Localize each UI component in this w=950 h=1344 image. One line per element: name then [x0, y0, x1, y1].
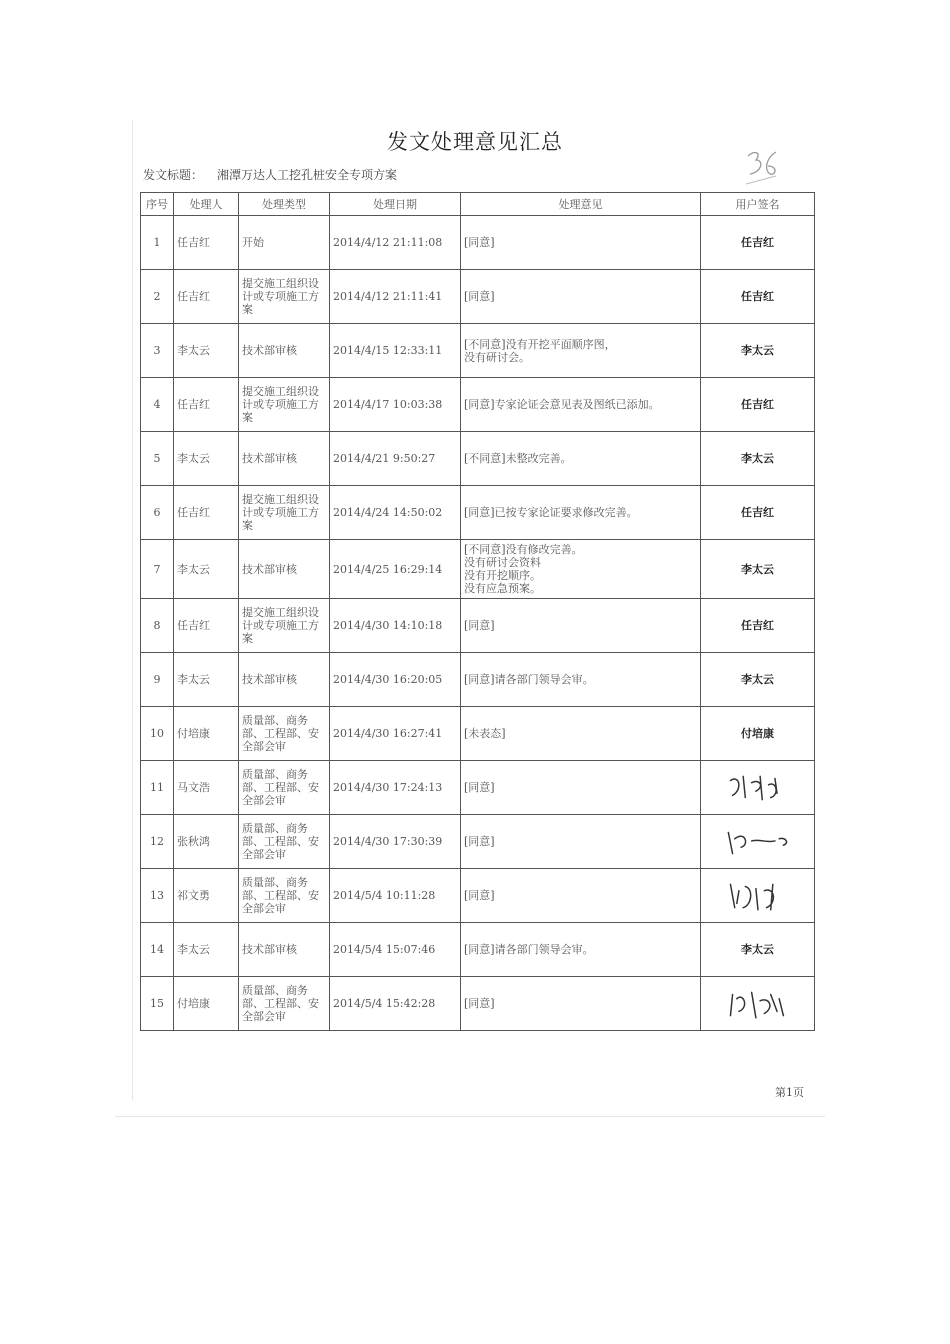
row-type: 提交施工组织设计或专项施工方案	[239, 599, 330, 653]
row-opinion	[461, 432, 701, 486]
row-type: 质量部、商务部、工程部、安全部会审	[239, 869, 330, 923]
opinion-line: 没有开挖顺序。	[464, 569, 541, 582]
row-index: 6	[141, 486, 174, 540]
row-opinion	[461, 761, 701, 815]
row-signature: 李太云	[701, 653, 815, 707]
row-handler: 李太云	[174, 540, 239, 599]
row-opinion	[461, 977, 701, 1031]
row-opinion	[461, 869, 701, 923]
row-handler: 付培康	[174, 707, 239, 761]
row-date: 2014/4/21 9:50:27	[330, 432, 461, 486]
row-type: 技术部审核	[239, 540, 330, 599]
handwritten-signature	[701, 815, 815, 869]
table-row	[141, 815, 815, 869]
row-index: 11	[141, 761, 174, 815]
row-opinion	[461, 540, 701, 599]
opinion-line: [同意]	[464, 997, 495, 1010]
opinion-line: [同意]	[464, 889, 495, 902]
row-index: 7	[141, 540, 174, 599]
table-row	[141, 707, 815, 761]
row-opinion	[461, 923, 701, 977]
table-row	[141, 540, 815, 599]
page-title: 发文处理意见汇总	[387, 130, 563, 154]
row-handler: 祁文勇	[174, 869, 239, 923]
row-index: 2	[141, 270, 174, 324]
row-index: 4	[141, 378, 174, 432]
row-date: 2014/4/25 16:29:14	[330, 540, 461, 599]
row-handler: 任吉红	[174, 378, 239, 432]
row-handler: 任吉红	[174, 216, 239, 270]
scan-edge-left	[132, 120, 133, 1100]
row-index: 13	[141, 869, 174, 923]
opinion-line: 没有研讨会资料	[464, 556, 541, 569]
opinion-line: 没有研讨会。	[464, 350, 530, 364]
table-row	[141, 378, 815, 432]
opinion-line: [同意]	[464, 781, 495, 794]
row-opinion	[461, 270, 701, 324]
row-signature: 任吉红	[701, 378, 815, 432]
opinion-line: [同意]请各部门领导会审。	[464, 943, 594, 956]
signature-scribble	[723, 986, 793, 1022]
table-row	[141, 486, 815, 540]
row-type: 质量部、商务部、工程部、安全部会审	[239, 977, 330, 1031]
table-row	[141, 270, 815, 324]
row-index: 15	[141, 977, 174, 1031]
column-header-opinion: 处理意见	[461, 193, 701, 216]
row-type: 提交施工组织设计或专项施工方案	[239, 270, 330, 324]
row-type: 技术部审核	[239, 653, 330, 707]
table-row	[141, 923, 815, 977]
row-signature: 任吉红	[701, 599, 815, 653]
row-index: 1	[141, 216, 174, 270]
opinion-line: [同意]	[464, 619, 495, 632]
row-type: 技术部审核	[239, 324, 330, 378]
row-type: 提交施工组织设计或专项施工方案	[239, 486, 330, 540]
row-date: 2014/4/12 21:11:08	[330, 216, 461, 270]
table-row	[141, 599, 815, 653]
row-opinion	[461, 378, 701, 432]
column-header-type: 处理类型	[239, 193, 330, 216]
row-type: 技术部审核	[239, 432, 330, 486]
table-header-row	[141, 193, 815, 216]
row-date: 2014/5/4 15:42:28	[330, 977, 461, 1031]
signature-scribble	[723, 824, 793, 860]
row-opinion	[461, 324, 701, 378]
row-opinion	[461, 216, 701, 270]
column-header-handler: 处理人	[174, 193, 239, 216]
row-date: 2014/4/24 14:50:02	[330, 486, 461, 540]
row-signature: 李太云	[701, 324, 815, 378]
row-opinion	[461, 653, 701, 707]
column-header-signature: 用户签名	[701, 193, 815, 216]
table-row	[141, 216, 815, 270]
signature-scribble	[723, 770, 793, 806]
document-subject	[143, 166, 397, 183]
row-date: 2014/4/30 16:20:05	[330, 653, 461, 707]
opinion-line: [同意]	[464, 236, 495, 249]
row-handler: 付培康	[174, 977, 239, 1031]
row-handler: 马文浩	[174, 761, 239, 815]
scan-edge-bottom	[115, 1116, 825, 1117]
row-date: 2014/4/30 17:30:39	[330, 815, 461, 869]
subject-value: 湘潭万达人工挖孔桩安全专项方案	[217, 168, 398, 182]
row-index: 10	[141, 707, 174, 761]
row-type: 提交施工组织设计或专项施工方案	[239, 378, 330, 432]
row-index: 14	[141, 923, 174, 977]
row-date: 2014/4/30 16:27:41	[330, 707, 461, 761]
row-date: 2014/4/12 21:11:41	[330, 270, 461, 324]
subject-label: 发文标题：	[143, 168, 204, 182]
table-row	[141, 432, 815, 486]
opinion-line: [未表态]	[464, 727, 506, 740]
table-row	[141, 324, 815, 378]
opinion-line: 没有应急预案。	[464, 582, 541, 595]
row-signature: 任吉红	[701, 270, 815, 324]
opinion-line: [同意]专家论证会意见表及图纸已添加。	[464, 398, 660, 411]
opinion-line: [不同意]没有开挖平面顺序图，	[464, 337, 616, 351]
row-handler: 任吉红	[174, 270, 239, 324]
row-handler: 任吉红	[174, 599, 239, 653]
row-index: 9	[141, 653, 174, 707]
row-index: 8	[141, 599, 174, 653]
column-header-date: 处理日期	[330, 193, 461, 216]
row-date: 2014/5/4 10:11:28	[330, 869, 461, 923]
row-signature: 李太云	[701, 432, 815, 486]
opinion-line: [同意]请各部门领导会审。	[464, 673, 594, 686]
row-signature: 李太云	[701, 923, 815, 977]
row-handler: 李太云	[174, 653, 239, 707]
column-header-index: 序号	[141, 193, 174, 216]
table-row	[141, 869, 815, 923]
row-date: 2014/4/30 17:24:13	[330, 761, 461, 815]
opinions-table	[140, 192, 815, 1031]
row-date: 2014/4/17 10:03:38	[330, 378, 461, 432]
row-date: 2014/5/4 15:07:46	[330, 923, 461, 977]
row-handler: 李太云	[174, 432, 239, 486]
row-type: 质量部、商务部、工程部、安全部会审	[239, 815, 330, 869]
row-opinion	[461, 486, 701, 540]
row-date: 2014/4/30 14:10:18	[330, 599, 461, 653]
row-type: 技术部审核	[239, 923, 330, 977]
row-type: 质量部、商务部、工程部、安全部会审	[239, 707, 330, 761]
row-handler: 任吉红	[174, 486, 239, 540]
row-date: 2014/4/15 12:33:11	[330, 324, 461, 378]
opinion-line: [不同意]未整改完善。	[464, 452, 572, 465]
row-signature: 李太云	[701, 540, 815, 599]
row-handler: 张秋鸿	[174, 815, 239, 869]
handwritten-signature	[701, 761, 815, 815]
row-signature: 付培康	[701, 707, 815, 761]
row-index: 3	[141, 324, 174, 378]
opinion-line: [不同意]没有修改完善。	[464, 543, 583, 556]
page-number: 第1页	[775, 1086, 804, 1099]
row-signature: 任吉红	[701, 216, 815, 270]
row-handler: 李太云	[174, 923, 239, 977]
row-opinion	[461, 707, 701, 761]
handwritten-page-mark	[742, 146, 782, 186]
row-type: 质量部、商务部、工程部、安全部会审	[239, 761, 330, 815]
table-body	[141, 216, 815, 1031]
row-opinion	[461, 599, 701, 653]
table-row	[141, 653, 815, 707]
handwritten-signature	[701, 977, 815, 1031]
row-index: 12	[141, 815, 174, 869]
row-index: 5	[141, 432, 174, 486]
signature-scribble	[723, 878, 793, 914]
opinion-line: [同意]	[464, 290, 495, 303]
row-type: 开始	[239, 216, 330, 270]
row-handler: 李太云	[174, 324, 239, 378]
row-opinion	[461, 815, 701, 869]
table-row	[141, 977, 815, 1031]
table-row	[141, 761, 815, 815]
opinion-line: [同意]	[464, 835, 495, 848]
row-signature: 任吉红	[701, 486, 815, 540]
handwritten-signature	[701, 869, 815, 923]
opinion-line: [同意]已按专家论证要求修改完善。	[464, 506, 638, 519]
